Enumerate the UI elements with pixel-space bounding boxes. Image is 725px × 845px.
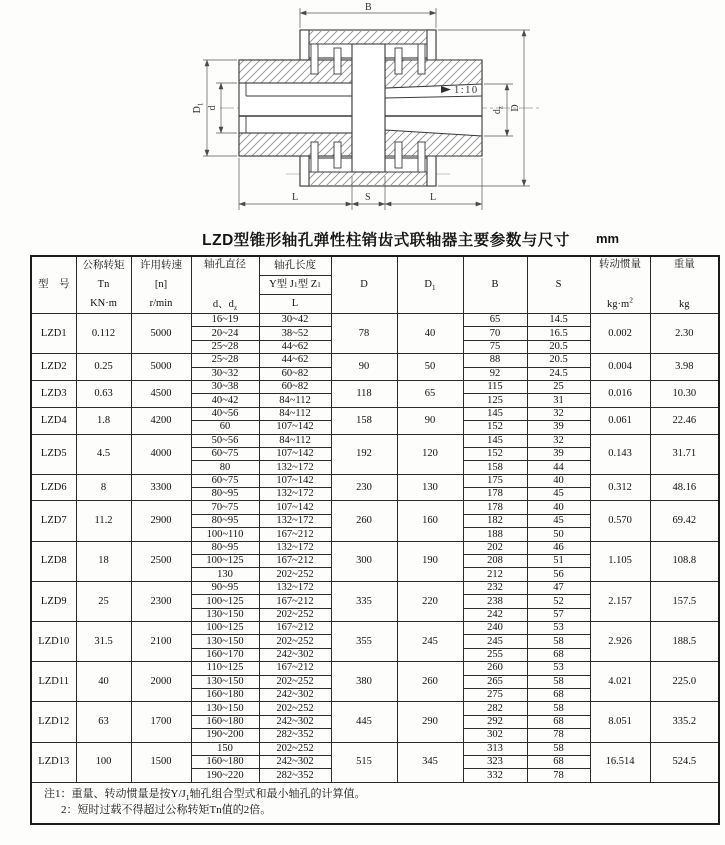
cell-B: 232 bbox=[463, 581, 527, 594]
table-row bbox=[31, 501, 719, 514]
cell-D1: 50 bbox=[397, 354, 463, 381]
cell-B: 152 bbox=[463, 421, 527, 434]
cell-bore-diameter: 160~180 bbox=[191, 755, 259, 768]
dim-S-label: S bbox=[365, 192, 371, 203]
cell-S: 45 bbox=[527, 514, 590, 527]
cell-model: LZD11 bbox=[31, 662, 76, 702]
cell-S: 39 bbox=[527, 447, 590, 460]
cell-S: 40 bbox=[527, 501, 590, 514]
cell-model: LZD12 bbox=[31, 702, 76, 742]
table-row bbox=[31, 354, 719, 367]
cell-S: 20.5 bbox=[527, 340, 590, 353]
cell-S: 32 bbox=[527, 434, 590, 447]
cell-speed: 3300 bbox=[131, 474, 191, 501]
cell-D: 158 bbox=[331, 407, 397, 434]
cell-B: 88 bbox=[463, 354, 527, 367]
cell-weight: 188.5 bbox=[650, 621, 719, 661]
cell-torque: 8 bbox=[76, 474, 131, 501]
cell-bore-diameter: 40~56 bbox=[191, 407, 259, 420]
cell-B: 292 bbox=[463, 715, 527, 728]
cell-D: 192 bbox=[331, 434, 397, 474]
cell-B: 302 bbox=[463, 729, 527, 742]
cell-model: LZD6 bbox=[31, 474, 76, 501]
cell-inertia: 0.016 bbox=[590, 380, 650, 407]
cell-B: 245 bbox=[463, 635, 527, 648]
cell-bore-length: 84~112 bbox=[259, 394, 331, 407]
cell-bore-diameter: 130~150 bbox=[191, 608, 259, 621]
cell-bore-length: 132~172 bbox=[259, 581, 331, 594]
table-notes bbox=[31, 782, 719, 824]
cell-bore-length: 167~212 bbox=[259, 528, 331, 541]
cell-bore-length: 132~172 bbox=[259, 488, 331, 501]
cell-S: 45 bbox=[527, 488, 590, 501]
cell-B: 125 bbox=[463, 394, 527, 407]
cell-bore-length: 202~252 bbox=[259, 675, 331, 688]
cell-bore-length: 202~252 bbox=[259, 608, 331, 621]
cell-bore-diameter: 80 bbox=[191, 461, 259, 474]
notes-row bbox=[31, 782, 719, 824]
header-model: 型 号 bbox=[31, 256, 76, 314]
header-D1: $D_1$ bbox=[397, 256, 463, 314]
cell-bore-length: 282~352 bbox=[259, 729, 331, 742]
cell-model: LZD3 bbox=[31, 380, 76, 407]
cell-speed: 4500 bbox=[131, 380, 191, 407]
cell-bore-length: 132~172 bbox=[259, 514, 331, 527]
cell-S: 47 bbox=[527, 581, 590, 594]
cell-inertia: 1.105 bbox=[590, 541, 650, 581]
cell-bore-diameter: 190~220 bbox=[191, 769, 259, 782]
cell-D: 260 bbox=[331, 501, 397, 541]
dim-L-left-label: L bbox=[292, 192, 299, 203]
cell-bore-length: 132~172 bbox=[259, 541, 331, 554]
dim-L-right-label: L bbox=[430, 192, 437, 203]
cell-D: 445 bbox=[331, 702, 397, 742]
cell-S: 56 bbox=[527, 568, 590, 581]
cell-bore-diameter: 60~75 bbox=[191, 474, 259, 487]
cell-inertia: 0.570 bbox=[590, 501, 650, 541]
cell-bore-length: 84~112 bbox=[259, 434, 331, 447]
cell-S: 68 bbox=[527, 688, 590, 701]
cell-D1: 220 bbox=[397, 581, 463, 621]
cell-bore-length: 242~302 bbox=[259, 755, 331, 768]
cell-S: 78 bbox=[527, 729, 590, 742]
cell-B: 178 bbox=[463, 501, 527, 514]
table-row bbox=[31, 474, 719, 487]
cell-S: 40 bbox=[527, 474, 590, 487]
cell-bore-diameter: 50~56 bbox=[191, 434, 259, 447]
cell-B: 152 bbox=[463, 447, 527, 460]
cell-inertia: 4.021 bbox=[590, 662, 650, 702]
cell-bore-diameter: 80~95 bbox=[191, 514, 259, 527]
cell-D1: 190 bbox=[397, 541, 463, 581]
cell-B: 242 bbox=[463, 608, 527, 621]
cell-bore-length: 107~142 bbox=[259, 474, 331, 487]
cell-S: 39 bbox=[527, 421, 590, 434]
pin-column bbox=[352, 44, 385, 172]
cell-bore-diameter: 40~42 bbox=[191, 394, 259, 407]
cell-weight: 10.30 bbox=[650, 380, 719, 407]
cell-B: 212 bbox=[463, 568, 527, 581]
cell-S: 68 bbox=[527, 648, 590, 661]
cell-bore-length: 44~62 bbox=[259, 340, 331, 353]
cell-B: 275 bbox=[463, 688, 527, 701]
cell-B: 240 bbox=[463, 621, 527, 634]
header-torque: 公称转矩 Tn KN·m bbox=[76, 256, 131, 314]
cell-bore-diameter: 130~150 bbox=[191, 635, 259, 648]
cell-model: LZD4 bbox=[31, 407, 76, 434]
note-1: 注1：重量、转动惯量是按$Y/J_1$轴孔组合型式和最小轴孔的计算值。 bbox=[44, 787, 366, 802]
cell-S: 25 bbox=[527, 380, 590, 393]
cell-bore-diameter: 160~180 bbox=[191, 715, 259, 728]
cell-S: 32 bbox=[527, 407, 590, 420]
cell-weight: 48.16 bbox=[650, 474, 719, 501]
cell-bore-length: 242~302 bbox=[259, 648, 331, 661]
cell-B: 115 bbox=[463, 380, 527, 393]
cell-S: 46 bbox=[527, 541, 590, 554]
cell-torque: 11.2 bbox=[76, 501, 131, 541]
cell-B: 92 bbox=[463, 367, 527, 380]
cell-inertia: 16.514 bbox=[590, 742, 650, 782]
cell-B: 178 bbox=[463, 488, 527, 501]
cell-B: 332 bbox=[463, 769, 527, 782]
cell-bore-length: 60~82 bbox=[259, 380, 331, 393]
cell-weight: 31.71 bbox=[650, 434, 719, 474]
cell-S: 53 bbox=[527, 662, 590, 675]
cell-weight: 3.98 bbox=[650, 354, 719, 381]
cell-D: 380 bbox=[331, 662, 397, 702]
table-row bbox=[31, 541, 719, 554]
cell-bore-diameter: 25~28 bbox=[191, 354, 259, 367]
cell-bore-length: 202~252 bbox=[259, 635, 331, 648]
cell-bore-diameter: 100~125 bbox=[191, 555, 259, 568]
table-row bbox=[31, 434, 719, 447]
cell-weight: 69.42 bbox=[650, 501, 719, 541]
cell-B: 202 bbox=[463, 541, 527, 554]
cell-bore-diameter: 60 bbox=[191, 421, 259, 434]
cell-inertia: 2.926 bbox=[590, 621, 650, 661]
cell-D: 335 bbox=[331, 581, 397, 621]
cell-bore-length: 60~82 bbox=[259, 367, 331, 380]
cell-torque: 1.8 bbox=[76, 407, 131, 434]
cell-inertia: 0.004 bbox=[590, 354, 650, 381]
cell-bore-diameter: 190~200 bbox=[191, 729, 259, 742]
cell-bore-length: 132~172 bbox=[259, 461, 331, 474]
cell-torque: 31.5 bbox=[76, 621, 131, 661]
cell-bore-length: 107~142 bbox=[259, 421, 331, 434]
table-row bbox=[31, 742, 719, 755]
cell-D: 118 bbox=[331, 380, 397, 407]
cell-bore-diameter: 30~32 bbox=[191, 367, 259, 380]
cell-torque: 18 bbox=[76, 541, 131, 581]
cell-bore-diameter: 30~38 bbox=[191, 380, 259, 393]
cell-bore-length: 38~52 bbox=[259, 327, 331, 340]
table-row bbox=[31, 407, 719, 420]
cell-bore-length: 202~252 bbox=[259, 568, 331, 581]
cell-bore-length: 167~212 bbox=[259, 595, 331, 608]
cell-D1: 245 bbox=[397, 621, 463, 661]
cell-D1: 345 bbox=[397, 742, 463, 782]
cell-bore-length: 167~212 bbox=[259, 555, 331, 568]
cell-bore-length: 30~42 bbox=[259, 314, 331, 327]
cell-bore-length: 202~252 bbox=[259, 742, 331, 755]
table-row bbox=[31, 621, 719, 634]
header-weight: 重量 kg bbox=[650, 256, 719, 314]
cell-bore-diameter: 100~125 bbox=[191, 621, 259, 634]
cell-torque: 0.63 bbox=[76, 380, 131, 407]
cell-S: 16.5 bbox=[527, 327, 590, 340]
cell-B: 70 bbox=[463, 327, 527, 340]
cell-B: 158 bbox=[463, 461, 527, 474]
cell-B: 260 bbox=[463, 662, 527, 675]
cell-S: 58 bbox=[527, 635, 590, 648]
cell-weight: 2.30 bbox=[650, 314, 719, 354]
cell-speed: 2900 bbox=[131, 501, 191, 541]
cell-bore-diameter: 16~19 bbox=[191, 314, 259, 327]
cell-bore-diameter: 80~95 bbox=[191, 541, 259, 554]
cell-weight: 335.2 bbox=[650, 702, 719, 742]
cell-D: 355 bbox=[331, 621, 397, 661]
dim-d-label: d bbox=[207, 105, 218, 111]
header-bore-diameter: 轴孔直径 d、$d_z$ bbox=[191, 256, 259, 314]
cell-speed: 5000 bbox=[131, 354, 191, 381]
cell-weight: 22.46 bbox=[650, 407, 719, 434]
cell-model: LZD7 bbox=[31, 501, 76, 541]
coupling-drawing bbox=[0, 0, 725, 226]
cell-D1: 40 bbox=[397, 314, 463, 354]
cell-model: LZD9 bbox=[31, 581, 76, 621]
cell-speed: 4000 bbox=[131, 434, 191, 474]
cell-D1: 290 bbox=[397, 702, 463, 742]
cell-bore-diameter: 150 bbox=[191, 742, 259, 755]
cell-weight: 524.5 bbox=[650, 742, 719, 782]
cell-S: 24.5 bbox=[527, 367, 590, 380]
cell-weight: 108.8 bbox=[650, 541, 719, 581]
cell-speed: 5000 bbox=[131, 314, 191, 354]
cell-speed: 2100 bbox=[131, 621, 191, 661]
cell-B: 65 bbox=[463, 314, 527, 327]
cell-bore-length: 44~62 bbox=[259, 354, 331, 367]
cell-bore-diameter: 90~95 bbox=[191, 581, 259, 594]
cell-B: 265 bbox=[463, 675, 527, 688]
cell-D1: 260 bbox=[397, 662, 463, 702]
dim-dz-label: $d_z$ bbox=[492, 105, 505, 115]
cell-torque: 63 bbox=[76, 702, 131, 742]
cell-S: 58 bbox=[527, 675, 590, 688]
cell-inertia: 0.002 bbox=[590, 314, 650, 354]
cell-bore-diameter: 20~24 bbox=[191, 327, 259, 340]
cell-S: 31 bbox=[527, 394, 590, 407]
cell-D: 90 bbox=[331, 354, 397, 381]
cell-D: 78 bbox=[331, 314, 397, 354]
cell-B: 282 bbox=[463, 702, 527, 715]
taper-label: 1:10 bbox=[454, 85, 479, 96]
cell-torque: 100 bbox=[76, 742, 131, 782]
table-row bbox=[31, 702, 719, 715]
cell-inertia: 0.312 bbox=[590, 474, 650, 501]
cell-D1: 90 bbox=[397, 407, 463, 434]
cell-speed: 2500 bbox=[131, 541, 191, 581]
table-row bbox=[31, 314, 719, 327]
cell-weight: 157.5 bbox=[650, 581, 719, 621]
cell-bore-diameter: 160~170 bbox=[191, 648, 259, 661]
cell-torque: 4.5 bbox=[76, 434, 131, 474]
cell-model: LZD10 bbox=[31, 621, 76, 661]
cell-S: 68 bbox=[527, 755, 590, 768]
cell-speed: 2300 bbox=[131, 581, 191, 621]
cell-D1: 160 bbox=[397, 501, 463, 541]
cell-inertia: 8.051 bbox=[590, 702, 650, 742]
cell-bore-diameter: 60~75 bbox=[191, 447, 259, 460]
note-2: 2：短时过载不得超过公称转矩Tn值的2倍。 bbox=[61, 803, 272, 816]
cell-B: 182 bbox=[463, 514, 527, 527]
header-B: B bbox=[463, 256, 527, 314]
table-row bbox=[31, 662, 719, 675]
cell-bore-diameter: 110~125 bbox=[191, 662, 259, 675]
table-row bbox=[31, 581, 719, 594]
header-speed: 许用转速 [n] r/min bbox=[131, 256, 191, 314]
cell-B: 188 bbox=[463, 528, 527, 541]
cell-bore-diameter: 70~75 bbox=[191, 501, 259, 514]
cell-S: 14.5 bbox=[527, 314, 590, 327]
cell-S: 57 bbox=[527, 608, 590, 621]
cell-bore-length: 242~302 bbox=[259, 715, 331, 728]
cell-S: 58 bbox=[527, 742, 590, 755]
cell-B: 313 bbox=[463, 742, 527, 755]
cell-bore-diameter: 160~180 bbox=[191, 688, 259, 701]
cell-inertia: 2.157 bbox=[590, 581, 650, 621]
cell-model: LZD1 bbox=[31, 314, 76, 354]
cell-S: 58 bbox=[527, 702, 590, 715]
header-bore-length: 轴孔长度 Y型 J 1 型 Z 1 L bbox=[259, 256, 331, 314]
cell-S: 52 bbox=[527, 595, 590, 608]
cell-B: 145 bbox=[463, 407, 527, 420]
parameters-table bbox=[30, 255, 720, 825]
cell-inertia: 0.061 bbox=[590, 407, 650, 434]
header-S: S bbox=[527, 256, 590, 314]
cell-model: LZD8 bbox=[31, 541, 76, 581]
cell-speed: 1700 bbox=[131, 702, 191, 742]
cell-speed: 2000 bbox=[131, 662, 191, 702]
cell-D: 300 bbox=[331, 541, 397, 581]
cell-S: 44 bbox=[527, 461, 590, 474]
cell-S: 68 bbox=[527, 715, 590, 728]
unit-label: mm bbox=[596, 231, 620, 246]
cell-weight: 225.0 bbox=[650, 662, 719, 702]
cell-torque: 40 bbox=[76, 662, 131, 702]
cell-B: 238 bbox=[463, 595, 527, 608]
cell-B: 255 bbox=[463, 648, 527, 661]
cell-torque: 0.112 bbox=[76, 314, 131, 354]
cell-torque: 25 bbox=[76, 581, 131, 621]
table-row bbox=[31, 380, 719, 393]
cell-bore-length: 202~252 bbox=[259, 702, 331, 715]
cell-model: LZD13 bbox=[31, 742, 76, 782]
cell-inertia: 0.143 bbox=[590, 434, 650, 474]
cell-bore-diameter: 130~150 bbox=[191, 702, 259, 715]
cell-torque: 0.25 bbox=[76, 354, 131, 381]
cell-D1: 130 bbox=[397, 474, 463, 501]
cell-bore-length: 107~142 bbox=[259, 501, 331, 514]
cell-S: 53 bbox=[527, 621, 590, 634]
cell-bore-length: 282~352 bbox=[259, 769, 331, 782]
header-D: D bbox=[331, 256, 397, 314]
cell-bore-diameter: 100~110 bbox=[191, 528, 259, 541]
cell-S: 20.5 bbox=[527, 354, 590, 367]
cell-speed: 1500 bbox=[131, 742, 191, 782]
cell-D: 230 bbox=[331, 474, 397, 501]
cell-speed: 4200 bbox=[131, 407, 191, 434]
cell-B: 175 bbox=[463, 474, 527, 487]
page-title: LZD型锥形轴孔弹性柱销齿式联轴器主要参数与尺寸 bbox=[202, 232, 570, 249]
cell-bore-length: 167~212 bbox=[259, 662, 331, 675]
cell-B: 75 bbox=[463, 340, 527, 353]
table-body bbox=[31, 314, 719, 783]
cell-model: LZD2 bbox=[31, 354, 76, 381]
cell-B: 145 bbox=[463, 434, 527, 447]
dim-D1-label: $D_1$ bbox=[192, 102, 205, 114]
cell-D1: 120 bbox=[397, 434, 463, 474]
cell-bore-length: 84~112 bbox=[259, 407, 331, 420]
cell-bore-diameter: 130~150 bbox=[191, 675, 259, 688]
table-header bbox=[31, 256, 719, 314]
cell-S: 50 bbox=[527, 528, 590, 541]
cell-bore-length: 242~302 bbox=[259, 688, 331, 701]
cell-bore-length: 167~212 bbox=[259, 621, 331, 634]
cell-bore-diameter: 130 bbox=[191, 568, 259, 581]
cell-model: LZD5 bbox=[31, 434, 76, 474]
cell-D1: 65 bbox=[397, 380, 463, 407]
cell-D: 515 bbox=[331, 742, 397, 782]
cell-bore-length: 107~142 bbox=[259, 447, 331, 460]
cell-S: 78 bbox=[527, 769, 590, 782]
cell-B: 208 bbox=[463, 555, 527, 568]
header-inertia: 转动惯量 $kg\cdot m^2$ bbox=[590, 256, 650, 314]
cell-B: 323 bbox=[463, 755, 527, 768]
dim-D-label: D bbox=[510, 104, 521, 112]
cell-bore-diameter: 100~125 bbox=[191, 595, 259, 608]
cell-S: 51 bbox=[527, 555, 590, 568]
cell-bore-diameter: 80~95 bbox=[191, 488, 259, 501]
cell-bore-diameter: 25~28 bbox=[191, 340, 259, 353]
dim-B-label: B bbox=[365, 2, 372, 13]
